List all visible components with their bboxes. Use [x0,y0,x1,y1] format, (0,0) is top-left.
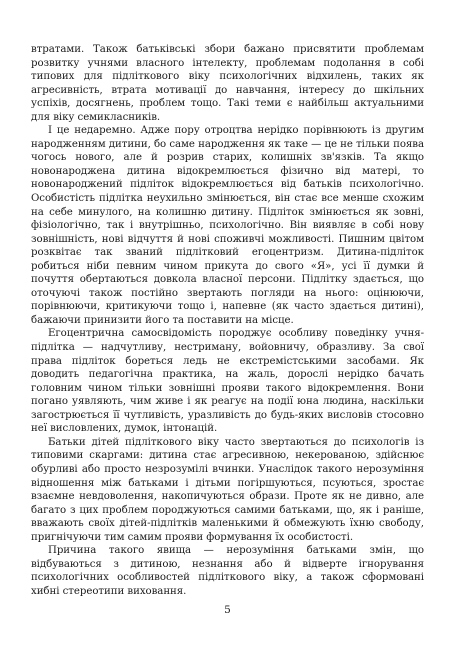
page-body [31,43,424,598]
page-number: 5 [224,604,231,616]
paragraph-2: І це недаремно. Адже пору отроцтва нерідко порівнюють із другим народженням дитини, бо саме народження як таке — це не тільки поява чогось нового, але й розрив старих, колишніх зв'язків. Та якщо новонароджена дитина відокремлюється фізично від матері, то новонароджений підліток відокремлюється від батьків психологічно. Особистість підлітка неухильно змінюється, він стає все менше схожим на себе минулого, на колишню дитину. Підліток змінюється як зовні, фізіологічно, так і внутрішньо, психологічно. Він виявляє в собі нову зовнішність, нові відчуття й нові споживчі можливості. Пишним цвітом розквітає так званий підлітковий егоцентризм. Дитина-підліток робиться ніби певним чином прикута до свого «Я», усі її думки й почуття обертаються довкола власної персони. Підлітку здається, що оточуючі також постійно звертають погляди на нього: оцінюючи, порівнюючи, критикуючи тощо і, напевне (як часто здається дитині), бажаючи принизити його та поставити на місце. [31,125,424,326]
paragraph-5: Причина такого явища — нерозуміння батьками змін, що відбуваються з дитиною, незнання або й відверте ігнорування психологічних особливостей підліткового віку, а також сформовані хибні стереотипи виховання. [31,545,424,597]
paragraph-1: втратами. Також батьківські збори бажано присвятити проблемам розвитку учнями власного інтелекту, проблемам подолання в собі типових для підліткового віку психологічних відхилень, таких як агресивність, втрата мотивації до навчання, інтересу до шкільних успіхів, досягнень, проблем тощо. Такі теми є найбільш актуальними для віку семикласників. [31,44,424,123]
paragraph-4: Батьки дітей підліткового віку часто звертаються до психологів із типовими скаргами: дитина стає агресивною, некерованою, здійснює обурливі або просто незрозумілі вчинки. Унаслідок такого нерозуміння відношення між батьками і дітьми погіршуються, псуються, зростає взаємне невдоволення, накопичуються образи. Проте як не дивно, але багато з цих проблем породжуються самими батьками, що, як і раніше, вважають своїх дітей-підлітків маленькими й обмежують їхню свободу, пригнічуючи тим самим прояви формування їх особистості. [31,436,424,543]
paragraph-3: Егоцентрична самосвідомість породжує особливу поведінку учня-підлітка — надчутливу, нестриману, войовничу, образливу. За свої права підліток бореться ледь не екстремістськими засобами. Як доводить педагогічна практика, на жаль, дорослі нерідко бачать головним чином тільки зовнішні прояви такого відокремлення. Вони погано уявляють, чим живе і як реагує на події юна людина, наскільки загострюється її чутливість, уразливість до будь-яких висловів стосовно неї висловлених, думок, інтонацій. [31,328,424,435]
